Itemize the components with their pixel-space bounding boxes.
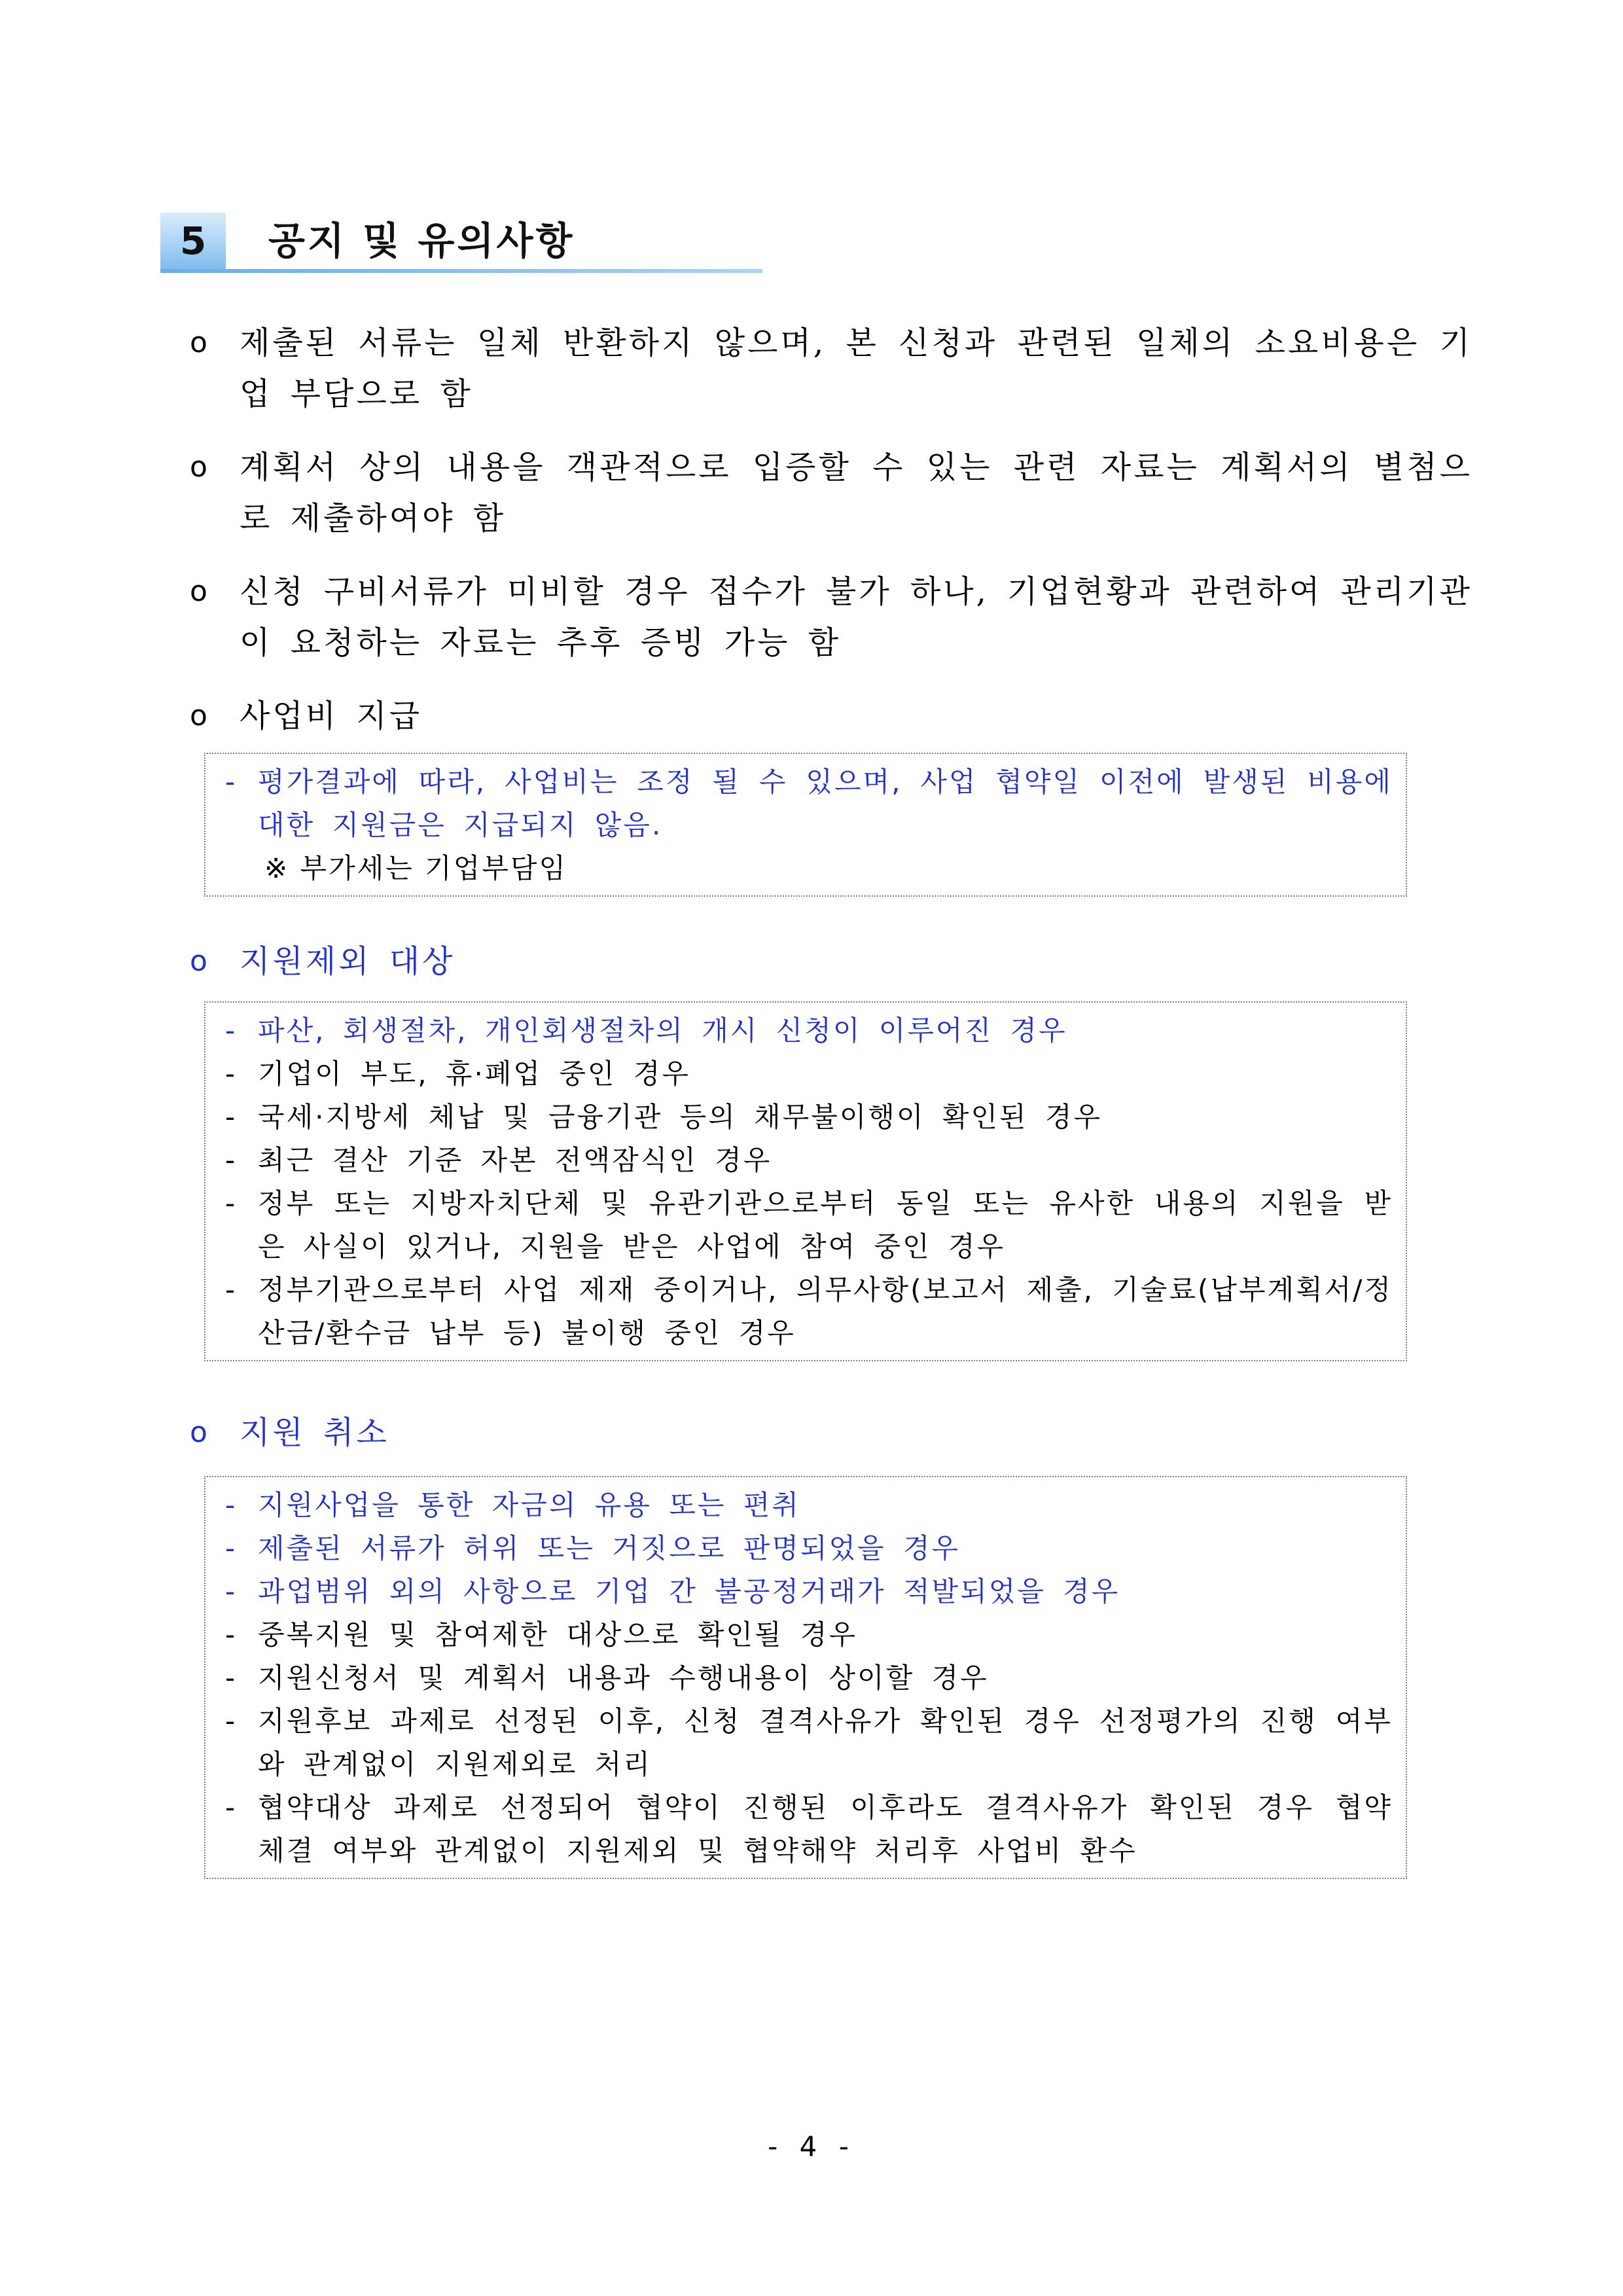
vat-note: ※ 부가세는 기업부담임 [264, 852, 568, 884]
section-number: 5 [160, 213, 226, 269]
bullet-mark: o [190, 575, 207, 608]
bullet-text: 사업비 지급 [240, 698, 423, 734]
list-item: - 기업이 부도, 휴·폐업 중인 경우 [225, 1058, 690, 1090]
bullet-item [190, 691, 1472, 742]
list-item: - 평가결과에 따라, 사업비는 조정 될 수 있으며, 사업 협약일 이전에 발생된 비용에 대한 지원금은 지급되지 않음. [225, 766, 1393, 841]
list-item: - 정부 또는 지방자치단체 및 유관기관으로부터 동일 또는 유사한 내용의 지원을 받은 사실이 있거나, 지원을 받은 사업에 참여 중인 경우 [225, 1187, 1393, 1263]
bullet-item [190, 317, 1472, 420]
exclusion-heading-text: 지원제외 대상 [240, 943, 455, 980]
bullet-text: 신청 구비서류가 미비할 경우 접수가 불가 하나, 기업현황과 관련하여 관리기관이 요청하는 자료는 추후 증빙 가능 함 [240, 573, 1472, 661]
exclusion-box [204, 1001, 1407, 1361]
bullet-mark: o [190, 326, 207, 359]
list-item: - 국세·지방세 체납 및 금융기관 등의 채무불이행이 확인된 경우 [225, 1101, 1103, 1133]
cancellation-heading [190, 1407, 1472, 1458]
bullet-text: 계획서 상의 내용을 객관적으로 입증할 수 있는 관련 자료는 계획서의 별첨으로 제출하여야 함 [240, 449, 1472, 537]
bullet-mark: o [190, 1416, 207, 1449]
bullet-text: 제출된 서류는 일체 반환하지 않으며, 본 신청과 관련된 일체의 소요비용은 기업 부담으로 함 [240, 325, 1472, 412]
bullet-item [190, 442, 1472, 544]
bullet-item [190, 566, 1472, 668]
list-item: - 파산, 회생절차, 개인회생절차의 개시 신청이 이루어진 경우 [225, 1014, 1067, 1047]
list-item: - 과업범위 외의 사항으로 기업 간 불공정거래가 적발되었을 경우 [225, 1575, 1120, 1607]
list-item: - 협약대상 과제로 선정되어 협약이 진행된 이후라도 결격사유가 확인된 경우 협약 체결 여부와 관계없이 지원제외 및 협약해약 처리후 사업비 환수 [225, 1791, 1393, 1867]
list-item: - 지원사업을 통한 자금의 유용 또는 편취 [225, 1489, 800, 1521]
cancellation-heading-text: 지원 취소 [240, 1414, 389, 1451]
page-number: - 4 - [768, 2130, 855, 2162]
bullet-mark: o [190, 944, 207, 978]
bullet-mark: o [190, 450, 207, 484]
section-header [160, 213, 762, 273]
section-underline [160, 269, 762, 273]
list-item: - 지원신청서 및 계획서 내용과 수행내용이 상이할 경우 [225, 1662, 989, 1694]
list-item: - 최근 결산 기준 자본 전액잠식인 경우 [225, 1144, 772, 1176]
cancellation-box [204, 1476, 1407, 1879]
list-item: - 지원후보 과제로 선정된 이후, 신청 결격사유가 확인된 경우 선정평가의 진행 여부와 관계없이 지원제외로 처리 [225, 1705, 1393, 1780]
list-item: - 중복지원 및 참여제한 대상으로 확인될 경우 [225, 1619, 858, 1651]
exclusion-heading [190, 936, 1472, 987]
list-item: - 정부기관으로부터 사업 제재 중이거나, 의무사항(보고서 제출, 기술료(납부계획서/정산금/환수금 납부 등) 불이행 중인 경우 [225, 1274, 1393, 1349]
bullet-mark: o [190, 699, 207, 732]
payment-notice-box [204, 753, 1407, 897]
list-item: - 제출된 서류가 허위 또는 거짓으로 판명되었을 경우 [225, 1532, 961, 1564]
section-title: 공지 및 유의사항 [268, 219, 575, 263]
